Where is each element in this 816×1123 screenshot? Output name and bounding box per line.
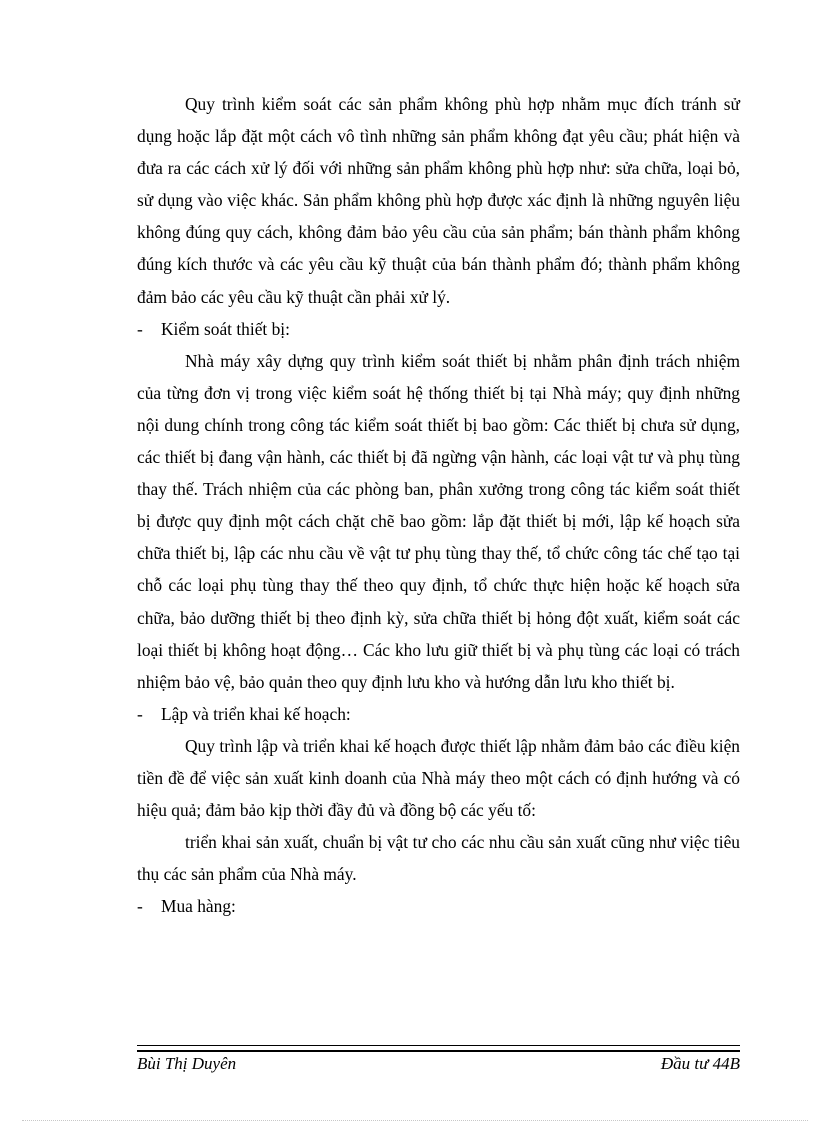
bullet-label: Lập và triển khai kế hoạch: [161, 703, 351, 724]
bullet-dash: - [137, 318, 143, 339]
footer-author: Bùi Thị Duyên [137, 1054, 237, 1073]
page-edge-divider [22, 1120, 808, 1121]
bullet-dash: - [137, 703, 143, 724]
bullet-dash: - [137, 896, 143, 917]
paragraph-planning-continued: triển khai sản xuất, chuẩn bị vật tư cho các nhu cầu sản xuất cũng như việc tiêu thụ các sản phẩm của Nhà máy. [137, 832, 740, 885]
footer-divider [137, 1045, 740, 1052]
bullet-purchasing [137, 890, 740, 922]
bullet-equipment-control [137, 313, 740, 345]
bullet-label: Mua hàng: [161, 896, 236, 917]
bullet-planning [137, 698, 740, 730]
paragraph-nonconforming-products: Quy trình kiểm soát các sản phẩm không phù hợp nhằm mục đích tránh sử dụng hoặc lắp đặt một cách vô tình những sản phẩm không đạt yêu cầu; phát hiện và đưa ra các cách xử lý đối với những sản phẩm không phù hợp như: sửa chữa, loại bỏ, sử dụng vào việc khác. Sản phẩm không phù hợp được xác định là những nguyên liệu không đúng quy cách, không đảm bảo yêu cầu của sản phẩm; bán thành phẩm không đúng kích thước và các yêu cầu kỹ thuật của bán thành phẩm đó; thành phẩm không đảm bảo các yêu cầu kỹ thuật cần phải xử lý. [137, 94, 740, 307]
paragraph-planning: Quy trình lập và triển khai kế hoạch được thiết lập nhằm đảm bảo các điều kiện tiền đề để việc sản xuất kinh doanh của Nhà máy theo một cách có định hướng và có hiệu quả; đảm bảo kịp thời đầy đủ và đồng bộ các yếu tố: [137, 735, 740, 821]
paragraph-equipment-control: Nhà máy xây dựng quy trình kiểm soát thiết bị nhằm phân định trách nhiệm của từng đơn vị trong việc kiểm soát hệ thống thiết bị tại Nhà máy; quy định những nội dung chính trong công tác kiểm soát thiết bị bao gồm: Các thiết bị chưa sử dụng, các thiết bị đang vận hành, các thiết bị đã ngừng vận hành, các loại vật tư và phụ tùng thay thế. Trách nhiệm của các phòng ban, phân xưởng trong công tác kiểm soát thiết bị được quy định một cách chặt chẽ bao gồm: lắp đặt thiết bị mới, lập kế hoạch sửa chữa thiết bị, lập các nhu cầu về vật tư phụ tùng thay thế, tổ chức công tác chế tạo tại chỗ các loại phụ tùng thay thế theo quy định, tổ chức thực hiện hoặc kế hoạch sửa chữa, bảo dưỡng thiết bị theo định kỳ, sửa chữa thiết bị hỏng đột xuất, kiểm soát các loại thiết bị không hoạt động… Các kho lưu giữ thiết bị và phụ tùng các loại có trách nhiệm bảo vệ, bảo quản theo quy định lưu kho và hướng dẫn lưu kho thiết bị. [137, 350, 740, 692]
bullet-label: Kiểm soát thiết bị: [161, 318, 290, 339]
footer-class: Đầu tư 44B [660, 1054, 740, 1073]
document-body [137, 88, 740, 922]
page-footer [137, 1054, 740, 1074]
